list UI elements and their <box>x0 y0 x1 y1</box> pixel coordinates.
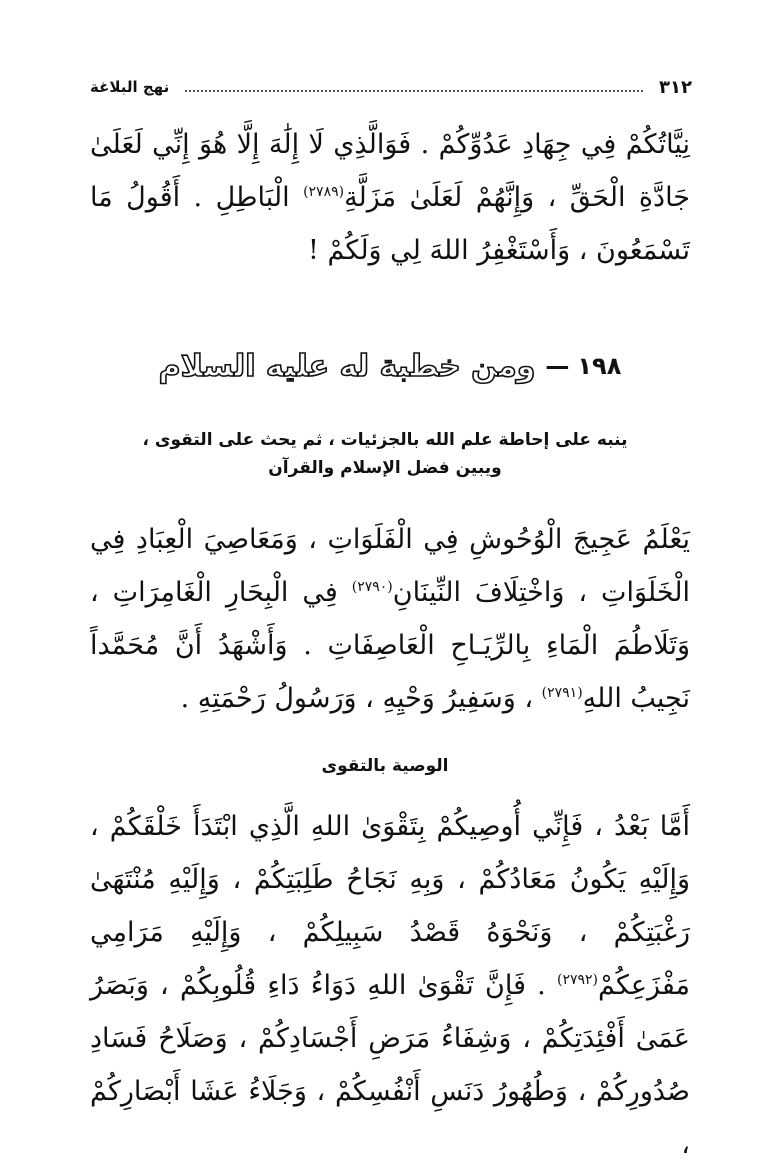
sermon-dash: — <box>545 352 570 380</box>
paragraph-3-text: أَمَّا بَعْدُ ، فَإِنِّي أُوصِيكُمْ بِتَقْوَىٰ اللهِ الَّذِي ابْتَدَأَ خَلْقَكُمْ ، وَإِلَيْهِ يَكُونُ مَعَادُكُمْ ، وَبِهِ نَجَاحُ طَلِبَتِكُمْ ، وَإِلَيْهِ مُنْتَهَىٰ رَغْبَتِكُمْ ، وَنَحْوَهُ قَصْدُ سَبِيلِكُمْ ، وَإِلَيْهِ مَرَامِي مَفْزَعِكُمْ <box>90 811 690 1001</box>
sermon-number: ١٩٨ <box>577 352 622 380</box>
paragraph-2-text: فِي الْبِحَارِ الْغَامِرَاتِ ، وَتَلَاطُمَ الْمَاءِ بِالرِّيَـاحِ الْعَاصِفَاتِ . وَأَشْهَدُ أَنَّ مُحَمَّداً نَجِيبُ اللهِ <box>90 577 690 714</box>
section-heading: الوصية بالتقوى <box>321 756 449 776</box>
paragraph-1-text: الْبَاطِلِ . أَقُولُ مَا تَسْمَعُونَ ، وَأَسْتَغْفِرُ اللهَ لِي وَلَكُمْ ! <box>90 182 690 266</box>
running-header <box>90 72 692 102</box>
dotted-leader <box>185 90 643 92</box>
paragraph-1-text: نِيَّاتُكُمْ فِي جِهَادِ عَدُوِّكُمْ . فَوَالَّذِي لَا إِلَٰهَ إِلَّا هُوَ إِنِّي لَعَلَىٰ جَادَّةِ الْحَقِّ ، وَإِنَّهُمْ لَعَلَىٰ مَزَلَّةِ <box>90 129 690 213</box>
footnote-marker[interactable]: (٢٧٩٠) <box>351 579 393 595</box>
paragraph-3 <box>90 800 690 1171</box>
footnote-marker[interactable]: (٢٧٩١) <box>541 685 583 701</box>
footnote-marker[interactable]: (٢٧٩٢) <box>556 972 598 988</box>
page-number: ٣١٢ <box>659 76 692 98</box>
paragraph-2-text: يَعْلَمُ عَجِيجَ الْوُحُوشِ فِي الْفَلَوَاتِ ، وَمَعَاصِيَ الْعِبَادِ فِي الْخَلَوَاتِ ، وَاخْتِلَافَ النِّينَانِ <box>90 524 690 608</box>
paragraph-2-text: ، وَسَفِيرُ وَحْيِهِ ، وَرَسُولُ رَحْمَتِهِ . <box>180 683 534 714</box>
sermon-title-calligraphy: ومن خطبة له عليه السلام <box>158 348 536 384</box>
footnote-marker[interactable]: (٢٧٨٩) <box>303 184 345 200</box>
sermon-heading <box>158 336 622 396</box>
book-title: نهج البلاغة <box>90 78 170 96</box>
summary-line: ينبه على إحاطة علم الله بالجزئيات ، ثم يحث على التقوى ، <box>142 430 628 450</box>
paragraph-1 <box>90 118 690 277</box>
sermon-summary <box>120 426 650 482</box>
summary-line: ويبين فضل الإسلام والقرآن <box>268 458 502 478</box>
paragraph-2 <box>90 513 690 725</box>
paragraph-3-text: . فَإِنَّ تَقْوَىٰ اللهِ دَوَاءُ دَاءِ قُلُوبِكُمْ ، وَبَصَرُ عَمَىٰ أَفْئِدَتِكُمْ ، وَشِفَاءُ مَرَضِ أَجْسَادِكُمْ ، وَصَلَاحُ فَسَادِ صُدُورِكُمْ ، وَطُهُورُ دَنَسِ أَنْفُسِكُمْ ، وَجَلَاءُ عَشَا أَبْصَارِكُمْ ، <box>90 970 690 1160</box>
